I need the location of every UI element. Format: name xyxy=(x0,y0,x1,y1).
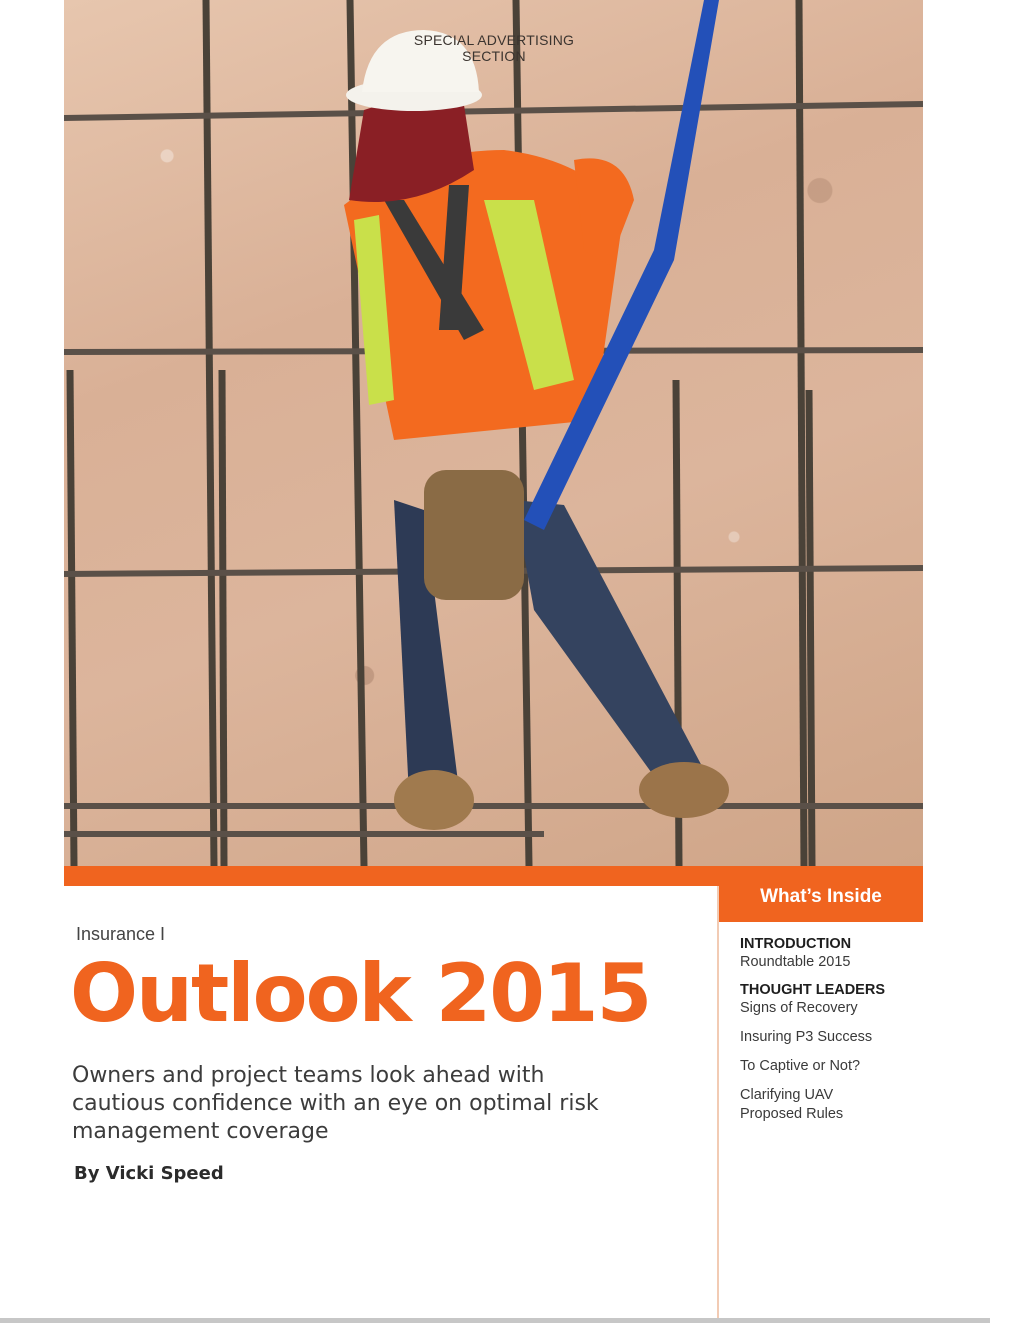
toc-item[interactable]: Insuring P3 Success xyxy=(740,1029,873,1045)
article-byline: By Vicki Speed xyxy=(74,1163,224,1184)
hero-photo xyxy=(64,0,923,866)
page-bottom-rule xyxy=(0,1318,990,1323)
article-kicker: Insurance I xyxy=(76,924,166,944)
worker-illustration xyxy=(64,0,923,866)
whats-inside-list xyxy=(740,935,920,1124)
toc-section-heading: INTRODUCTION xyxy=(740,936,852,952)
toc-section-heading: THOUGHT LEADERS xyxy=(740,982,885,998)
section-label: SPECIAL ADVERTISING SECTION xyxy=(413,32,575,64)
whats-inside-title: What’s Inside xyxy=(719,866,923,922)
article-deck: Owners and project teams look ahead with cautious confidence with an eye on optimal risk management coverage xyxy=(72,1063,599,1144)
toc-item[interactable]: Signs of Recovery xyxy=(740,1000,858,1016)
toc-item[interactable]: Roundtable 2015 xyxy=(740,954,851,970)
toc-item[interactable]: Clarifying UAV Proposed Rules xyxy=(740,1087,844,1122)
column-divider xyxy=(717,886,719,1318)
article-title: Outlook 2015 xyxy=(70,947,651,1040)
toc-item[interactable]: To Captive or Not? xyxy=(740,1058,861,1074)
